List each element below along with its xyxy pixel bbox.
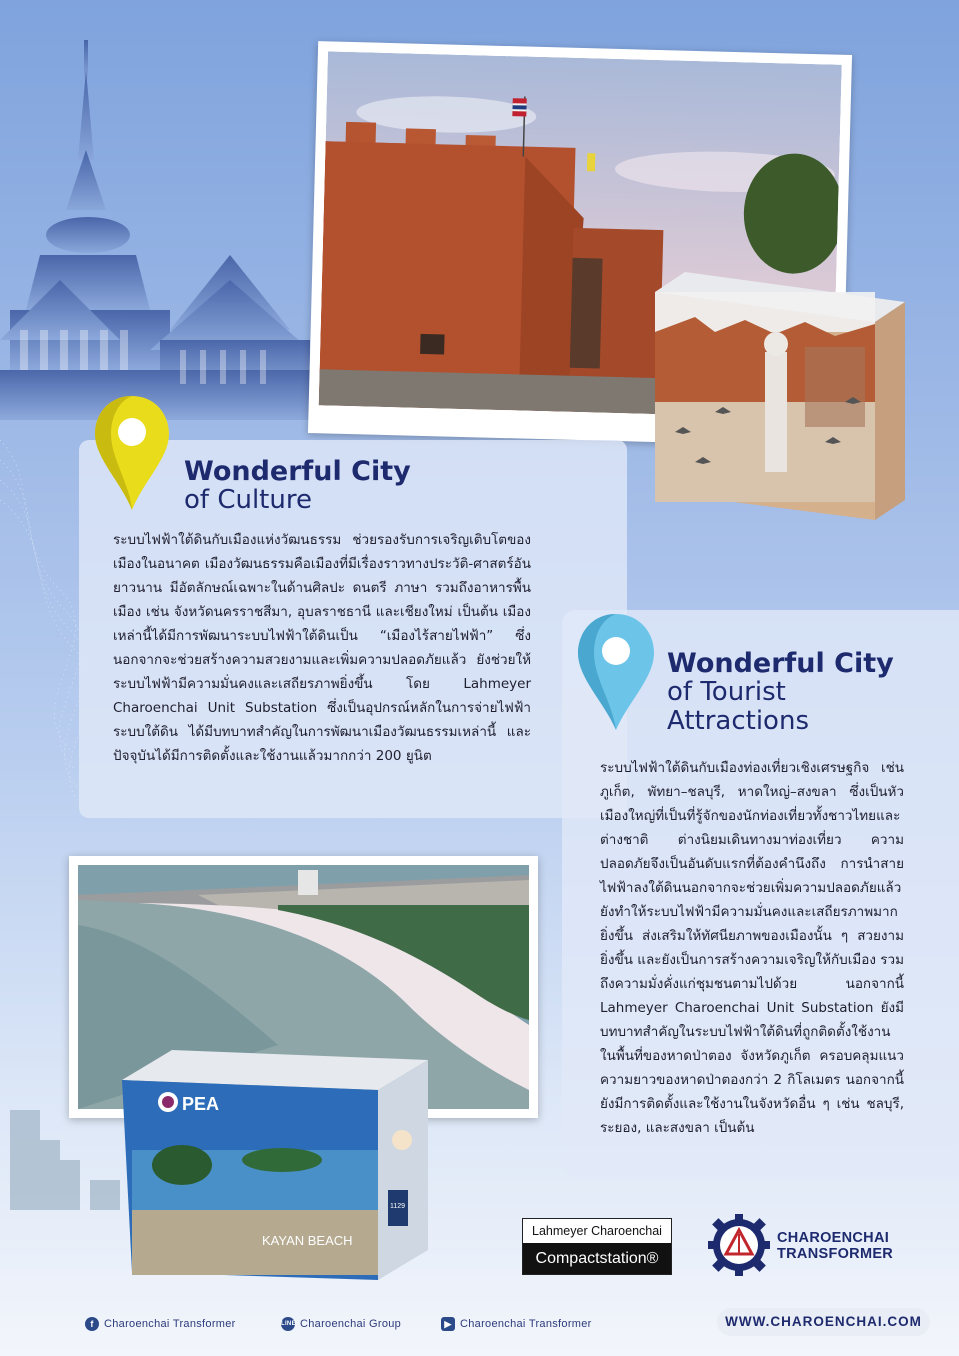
company-name-line1: CHAROENCHAI [777,1230,890,1246]
website-link[interactable]: WWW.CHAROENCHAI.COM [717,1308,930,1336]
lahmeyer-compactstation-logo [522,1218,672,1275]
footer-youtube-link[interactable] [441,1317,592,1331]
temple-illustration [0,40,320,420]
line-icon: LINE [281,1317,295,1331]
cabinet-caption-text: KAYAN BEACH [262,1233,353,1248]
tourist-title-line1: Wonderful City [667,648,894,679]
charoenchai-gear-logo-icon [706,1212,772,1278]
company-name-line2: TRANSFORMER [777,1246,894,1262]
lahmeyer-logo-top-text: Lahmeyer Charoenchai [532,1224,662,1238]
footer-line-link[interactable] [281,1317,401,1331]
tourist-title-line3: Attractions [667,706,809,736]
lahmeyer-logo-bottom-text: Compactstation® [523,1243,671,1274]
tourist-body-text: ระบบไฟฟ้าใต้ดินกับเมืองท่องเที่ยวเชิงเศรษฐกิจ เช่น ภูเก็ต, พัทยา–ชลบุรี, หาดใหญ่–สงขลา ซึ่งเป็นหัวเมืองใหญ่ที่เป็นที่รู้จักของนักท่องเที่ยวทั้งชาวไทยและต่างชาติ ต่างนิยมเดินทางมาท่องเที่ยว ความปลอดภัยจึงเป็นอันดับแรกที่ต้องคำนึงถึง การนำสายไฟฟ้าลงใต้ดินนอกจากจะช่วยเพิ่มความปลอดภัยแล้ว ยังทำให้ระบบไฟฟ้ามีความมั่นคงและเสถียรภาพมากยิ่งขึ้น ส่งเสริมให้ทัศนียภาพของเมืองนั้น ๆ สวยงามยิ่งขึ้น และยังเป็นการสร้างความเจริญให้กับเมือง รวมถึงความมั่งคั่งแก่ชุมชนตามไปด้วย นอกจากนี้ Lahmeyer Charoenchai Unit Substation ยังมีบทบาทสำคัญในระบบไฟฟ้าใต้ดินที่ถูกติดตั้งใช้งานในพื้นที่ของหาดป่าตอง จังหวัดภูเก็ต ครอบคลุมแนวความยาวของหาดป่าตองกว่า 2 กิโลเมตร นอกจากนี้ ยังมีการติดตั้งและใช้งานในจังหวัดอื่น ๆ เช่น ชลบุรี, ระยอง, และสงขลา เป็นต้น [600,760,904,1136]
decorative-dot-pattern [0,420,90,840]
pea-substation-cabinet [122,1040,428,1280]
facebook-icon: f [85,1317,99,1331]
culture-body-text: ระบบไฟฟ้าใต้ดินกับเมืองแห่งวัฒนธรรม ช่วยรองรับการเจริญเติบโตของเมืองในอนาคต เมืองวัฒนธรรมคือเมืองที่มีเรื่องราวทางประวัติ-ศาสตร์อันยาวนาน มีอัตลักษณ์เฉพาะในด้านศิลปะ ดนตรี ภาษา รวมถึงอาหารพื้นเมือง เช่น จังหวัดนครราชสีมา, อุบลราชธานี และเชียงใหม่ เป็นต้น เมืองเหล่านี้ได้มีการพัฒนาระบบไฟฟ้าใต้ดินเป็น “เมืองไร้สายไฟฟ้า” ซึ่งนอกจากจะช่วยสร้างความสวยงามและเพิ่มความปลอดภัยแล้ว ยังช่วยให้ระบบไฟฟ้ามีความมั่นคงและเสถียรภาพยิ่งขึ้น โดย Lahmeyer Charoenchai Unit Substation ซึ่งเป็นอุปกรณ์หลักในการจ่ายไฟฟ้าระบบใต้ดิน ได้มีบทบาทสำคัญในการพัฒนาเมืองวัฒนธรรมเหล่านี้ และปัจจุบันได้มีการติดตั้งและใช้งานแล้วมากกว่า 200 ยูนิต [113,532,531,764]
footer-youtube-label: Charoenchai Transformer [460,1318,592,1330]
footer-facebook-label: Charoenchai Transformer [104,1318,236,1330]
footer-line-label: Charoenchai Group [300,1318,402,1330]
culture-title-line1: Wonderful City [184,456,411,487]
location-pin-blue-icon [574,610,658,734]
youtube-icon: ▶ [441,1317,455,1331]
cabinet-badge-text: 1129 [390,1203,406,1210]
substation-cabinet-right [655,272,905,520]
location-pin-yellow-icon [91,392,173,514]
tourist-title-line2: of Tourist [667,677,786,707]
charoenchai-company-name [777,1230,893,1262]
culture-title-line2: of Culture [184,485,312,515]
footer-facebook-link[interactable] [85,1317,236,1331]
cabinet-brand-text: PEA [182,1094,220,1114]
